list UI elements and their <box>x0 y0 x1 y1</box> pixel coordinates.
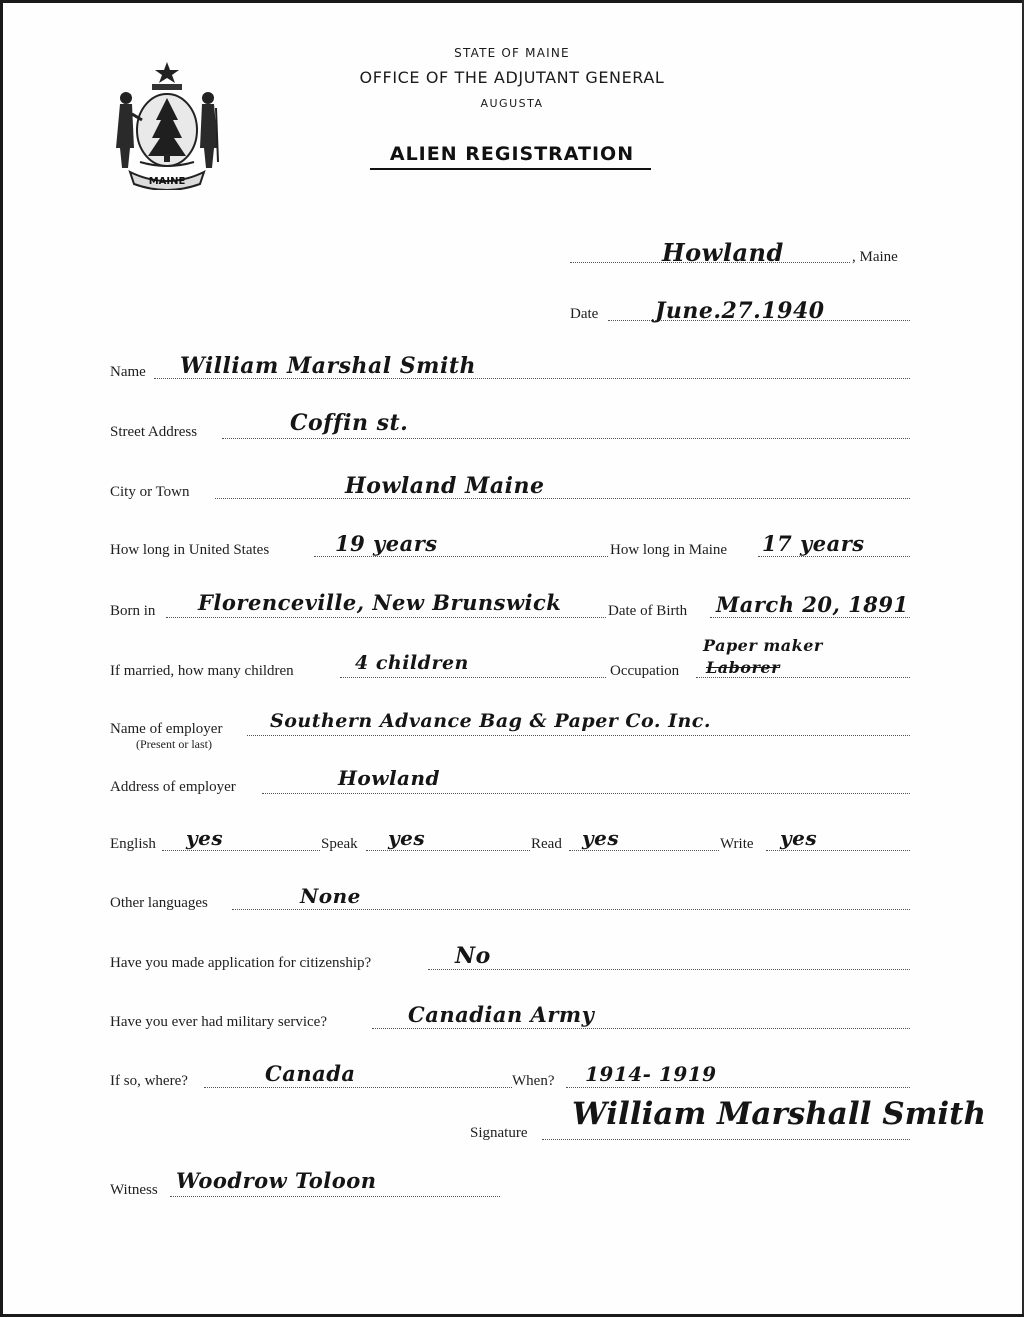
header-city: AUGUSTA <box>480 97 544 110</box>
signature-line <box>542 1139 910 1140</box>
english-line <box>162 850 320 851</box>
military-value: Canadian Army <box>408 1002 595 1027</box>
children-value: 4 children <box>355 652 469 674</box>
citizenship-label: Have you made application for citizenship? <box>110 955 372 971</box>
witness-value: Woodrow Toloon <box>176 1168 377 1193</box>
citizenship-line <box>428 969 910 970</box>
military-line <box>372 1028 910 1029</box>
employer-address-value: Howland <box>338 766 441 790</box>
occupation-struck-value: Laborer <box>706 658 781 677</box>
dob-value: March 20, 1891 <box>716 592 909 617</box>
occupation-line <box>696 677 910 678</box>
header-state: STATE OF MAINE <box>454 46 570 60</box>
us-duration-line <box>314 556 608 557</box>
when-label: When? <box>512 1073 555 1089</box>
military-label: Have you ever had military service? <box>110 1014 327 1030</box>
occupation-value: Paper maker <box>703 636 823 655</box>
born-in-label: Born in <box>110 603 156 619</box>
maine-duration-label: How long in Maine <box>610 542 728 558</box>
born-in-value: Florenceville, New Brunswick <box>198 590 562 615</box>
name-value: William Marshal Smith <box>180 353 476 379</box>
speak-line <box>366 850 530 851</box>
employer-address-line <box>262 793 910 794</box>
city-label: City or Town <box>110 484 190 500</box>
employer-line <box>247 735 910 736</box>
dob-line <box>710 617 910 618</box>
english-value: yes <box>186 826 224 850</box>
date-value: June.27.1940 <box>655 298 825 324</box>
write-label: Write <box>720 836 754 852</box>
languages-label: Other languages <box>110 895 208 911</box>
us-duration-label: How long in United States <box>110 542 270 558</box>
name-label: Name <box>110 364 146 380</box>
children-line <box>340 677 606 678</box>
scan-border-left <box>0 0 3 1317</box>
read-line <box>569 850 719 851</box>
where-line <box>204 1087 512 1088</box>
employer-value: Southern Advance Bag & Paper Co. Inc. <box>270 710 711 732</box>
write-value: yes <box>780 826 818 850</box>
city-value: Howland Maine <box>345 473 545 499</box>
occupation-label: Occupation <box>610 663 680 679</box>
languages-line <box>232 909 910 910</box>
city-line <box>215 498 910 499</box>
maine-duration-line <box>758 556 910 557</box>
speak-value: yes <box>388 826 426 850</box>
street-line <box>222 438 910 439</box>
signature-label: Signature <box>470 1125 528 1141</box>
scan-border-top <box>0 0 1024 3</box>
witness-label: Witness <box>110 1182 158 1198</box>
citizenship-value: No <box>455 943 491 969</box>
born-in-line <box>166 617 606 618</box>
where-value: Canada <box>265 1061 356 1086</box>
write-line <box>766 850 910 851</box>
english-label: English <box>110 836 156 852</box>
speak-label: Speak <box>321 836 358 852</box>
when-line <box>566 1087 910 1088</box>
dob-label: Date of Birth <box>608 603 688 619</box>
street-value: Coffin st. <box>290 410 409 436</box>
maine-duration-value: 17 years <box>762 531 865 556</box>
title-underline <box>370 168 651 170</box>
signature-value: William Marshall Smith <box>572 1096 987 1132</box>
read-value: yes <box>582 826 620 850</box>
employer-label: Name of employer <box>110 721 223 737</box>
us-duration-value: 19 years <box>335 531 438 556</box>
street-label: Street Address <box>110 424 198 440</box>
employer-sublabel: (Present or last) <box>136 737 212 751</box>
read-label: Read <box>531 836 562 852</box>
when-value: 1914- 1919 <box>585 1062 717 1086</box>
witness-line <box>170 1196 500 1197</box>
date-label: Date <box>570 306 599 322</box>
seal-label: MAINE <box>148 176 186 187</box>
languages-value: None <box>300 884 361 908</box>
header-office: OFFICE OF THE ADJUTANT GENERAL <box>359 68 665 87</box>
place-value: Howland <box>662 238 784 267</box>
children-label: If married, how many children <box>110 663 294 679</box>
place-suffix: , Maine <box>852 249 898 265</box>
employer-address-label: Address of employer <box>110 779 236 795</box>
form-title: ALIEN REGISTRATION <box>389 143 635 165</box>
where-label: If so, where? <box>110 1073 188 1089</box>
